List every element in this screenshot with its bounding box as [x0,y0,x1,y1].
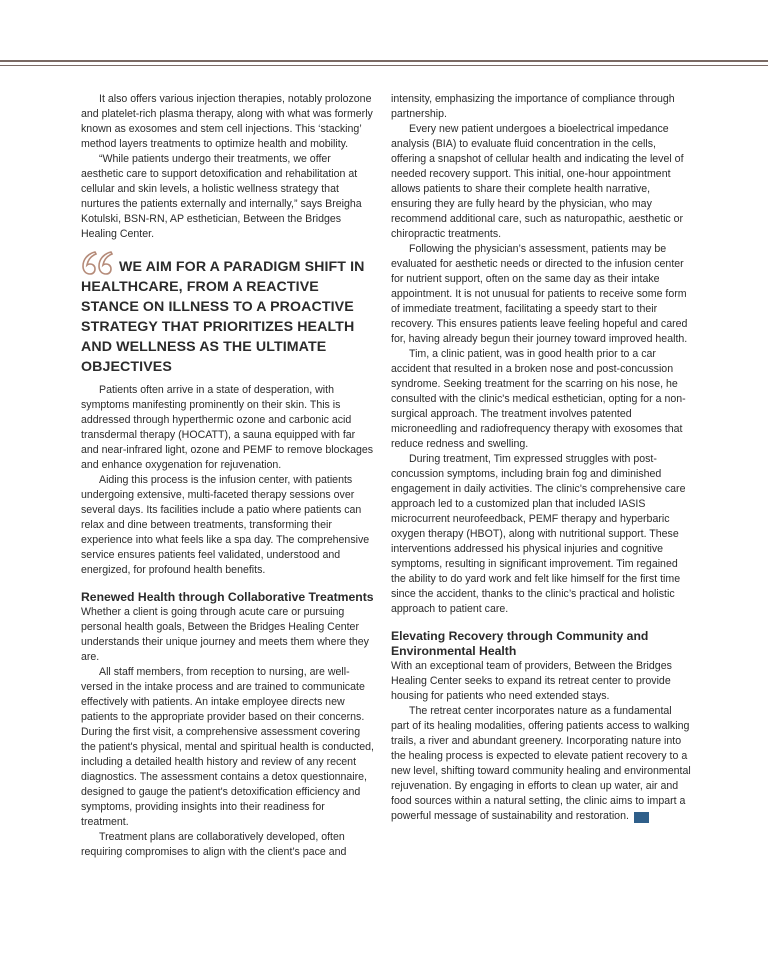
paragraph: Aiding this process is the infusion center, with patients undergoing extensive, multi-faceted therapy sessions over several days. Its facilities include a patio where patients can relax and dine between treatments, transforming their experience into what feels like a spa day. The comprehensive service ensures patients feel validated, understood and energized, for profound health benefits. [81,474,370,576]
paragraph: “While patients undergo their treatments, we offer aesthetic care to support detoxification and rehabilitation at cellular and skin levels, a holistic wellness strategy that nurtures the patients externally and internally,” says Breigha Kotulski, BSN-RN, AP esthetician, Between the Bridges Healing Center. [81,153,362,240]
top-rule [0,60,768,62]
section-heading: Renewed Health through Collaborative Treatments [81,590,374,604]
paragraph: All staff members, from reception to nursing, are well-versed in the intake process and are trained to communicate effectively with patients. An intake employee directs new patients to the appropriate provider based on their concerns. During the first visit, a comprehensive assessment covering the patient's physical, mental and spiritual health is conducted, including a detailed health history and review of any recent diagnostics. The assessment contains a detox questionnaire, designed to gauge the patient's detoxification efficiency and symptoms, providing insights into their readiness for treatment. [81,666,374,828]
paragraph: Tim, a clinic patient, was in good health prior to a car accident that resulted in a broken nose and post-concussion syndrome. Seeking treatment for the scarring on his nose, he consulted with the clinic's medical esthetician, opting for a non-surgical approach. The treatment involves patented microneedling and radiofrequency therapy with exosomes that reduce redness and swelling. [391,348,686,450]
paragraph: Following the physician’s assessment, patients may be evaluated for aesthetic needs or directed to the infusion center for nutrient support, often on the same day as their intake appointment. It is not unusual for patients to receive some form of immediate treatment, facilitating a speedy start to their recovery. This ensures patients leave feeling hopeful and cared for, having already begun their journey toward improved health. [391,243,688,345]
end-mark-icon: LS [634,812,649,823]
left-column [81,92,374,860]
paragraph: During treatment, Tim expressed struggles with post-concussion symptoms, including brain fog and diminished engagement in daily activities. The clinic's comprehensive care approach led to a customized plan that included IASIS microcurrent neurofeedback, PEMF therapy and hyperbaric oxygen therapy (HBOT), along with nutritional support. These interventions addressed his physical injuries and cognitive symptoms, resulting in significant improvement. Tim regained the ability to do yard work and felt like himself for the first time since the accident, thanks to the clinic’s practical and holistic approach to patient care. [391,453,686,615]
paragraph: Every new patient undergoes a bioelectrical impedance analysis (BIA) to evaluate fluid concentration in the cells, offering a snapshot of cellular health and indicating the level of needed recovery support. This initial, one-hour appointment allows patients to share their complete health narrative, ensuring they are fully heard by the physician, who may recommend additional care, such as naturopathic, aesthetic or chiropractic treatments. [391,123,684,240]
paragraph-text: The retreat center incorporates nature as a fundamental part of its healing modalities, offering patients access to walking trails, a river and abundant greenery. Incorporating nature into the healing process is expected to elevate patient recovery to a new level, shifting toward community healing and environmental rejuvenation. By engaging in efforts to clean up water, air and food sources within a natural setting, the clinic aims to impart a powerful message of sustainability and restoration. [391,705,691,822]
pull-quote-text: WE AIM FOR A PARADIGM SHIFT IN HEALTHCARE, FROM A REACTIVE STANCE ON ILLNESS TO A PROACTIVE STRATEGY THAT PRIORITIZES HEALTH AND WELLNESS AS THE ULTIMATE OBJECTIVES [81,259,365,375]
section-heading: Elevating Recovery through Community and Environmental Health [391,629,649,658]
paragraph: It also offers various injection therapies, notably prolozone and platelet-rich plasma therapy, along with what was formerly known as exosomes and stem cell injections. This ‘stacking’ method layers treatments to optimize health and mobility. [81,93,373,150]
top-rule-thin [0,65,768,66]
paragraph: Whether a client is going through acute care or pursuing personal health goals, Between the Bridges Healing Center understands their unique journey and meets them where they are. [81,606,369,663]
quote-mark-icon [81,250,115,276]
paragraph [391,704,691,824]
right-column [391,92,691,824]
paragraph: intensity, emphasizing the importance of compliance through partnership. [391,93,675,120]
paragraph: Treatment plans are collaboratively developed, often requiring compromises to align with the client’s pace and [81,831,347,858]
paragraph: Patients often arrive in a state of desperation, with symptoms manifesting prominently on their skin. This is addressed through hyperthermic ozone and carbonic acid transdermal therapy (HOCATT), a sauna equipped with far and near-infrared light, ozone and PEMF to remove blockages and enhance oxygenation for rejuvenation. [81,384,374,471]
paragraph: With an exceptional team of providers, Between the Bridges Healing Center seeks to expand its retreat center to provide housing for patients who need extended stays. [391,660,672,702]
pull-quote [81,250,374,377]
